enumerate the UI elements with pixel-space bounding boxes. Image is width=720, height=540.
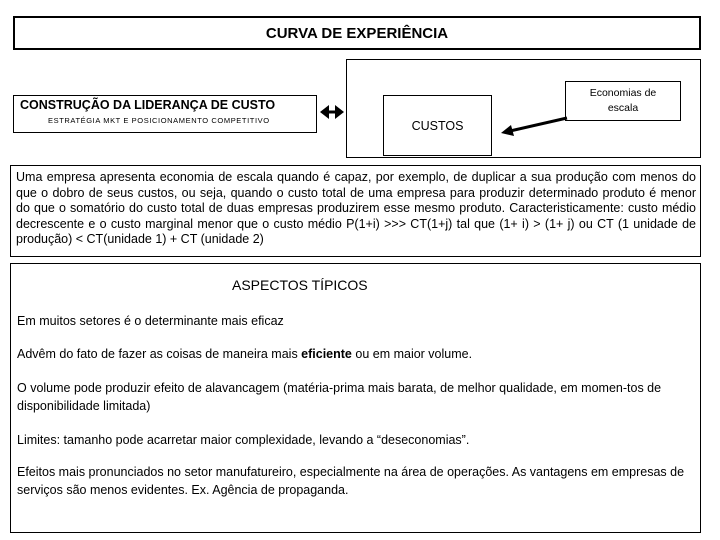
aspect-item-2-after: ou em maior volume.: [351, 347, 473, 361]
cost-leadership-box: [13, 95, 317, 133]
aspect-item-2-before: Advêm do fato de fazer as coisas de maneira mais: [17, 347, 302, 361]
economias-box: [565, 81, 681, 121]
double-arrow-icon: [320, 105, 344, 119]
custos-box: [383, 95, 492, 156]
aspect-item-2: [17, 345, 697, 363]
aspect-item-4: Limites: tamanho pode acarretar maior complexidade, levando a “deseconomias”.: [17, 433, 470, 447]
page-title: CURVA DE EXPERIÊNCIA: [265, 24, 449, 42]
aspect-item-1: Em muitos setores é o determinante mais eficaz: [17, 314, 284, 328]
definition-paragraph-box: [10, 165, 701, 257]
economias-label: Economias de escala: [589, 87, 657, 114]
custos-label: CUSTOS: [411, 118, 464, 133]
cost-leadership-subtitle: ESTRATÉGIA MKT E POSICIONAMENTO COMPETITIVO: [48, 116, 270, 125]
aspects-box: [10, 263, 701, 533]
aspect-item-3: O volume pode produzir efeito de alavancagem (matéria-prima mais barata, de melhor qualidade, em momen-tos de disponibilidade limitada): [17, 381, 662, 413]
title-box: [13, 16, 701, 50]
aspects-title: ASPECTOS TÍPICOS: [232, 277, 368, 293]
aspect-item-2-bold: eficiente: [301, 347, 352, 361]
cost-leadership-title: CONSTRUÇÃO DA LIDERANÇA DE CUSTO: [20, 98, 276, 112]
aspect-item-5: Efeitos mais pronunciados no setor manufatureiro, especialmente na área de operações. As vantagens em empresas de serviços são menos evidentes. Ex. Agência de propaganda.: [17, 465, 685, 497]
definition-paragraph: Uma empresa apresenta economia de escala quando é capaz, por exemplo, de duplicar a sua produção com menos do que o dobro de seus custos, ou seja, quando o custo total de uma empresa para produzir determinado produto é menor do que o somatório do custo total de duas empresas produzirem esse mesmo produto. Caracteristicamente: custo médio decrescente e o custo marginal menor que o custo médio P(1+i) >>> CT(1+j) tal que (1+ i) > (1+ j) ou CT (1 unidade de produção) < CT(unidade 1) + CT (unidade 2): [16, 170, 696, 246]
